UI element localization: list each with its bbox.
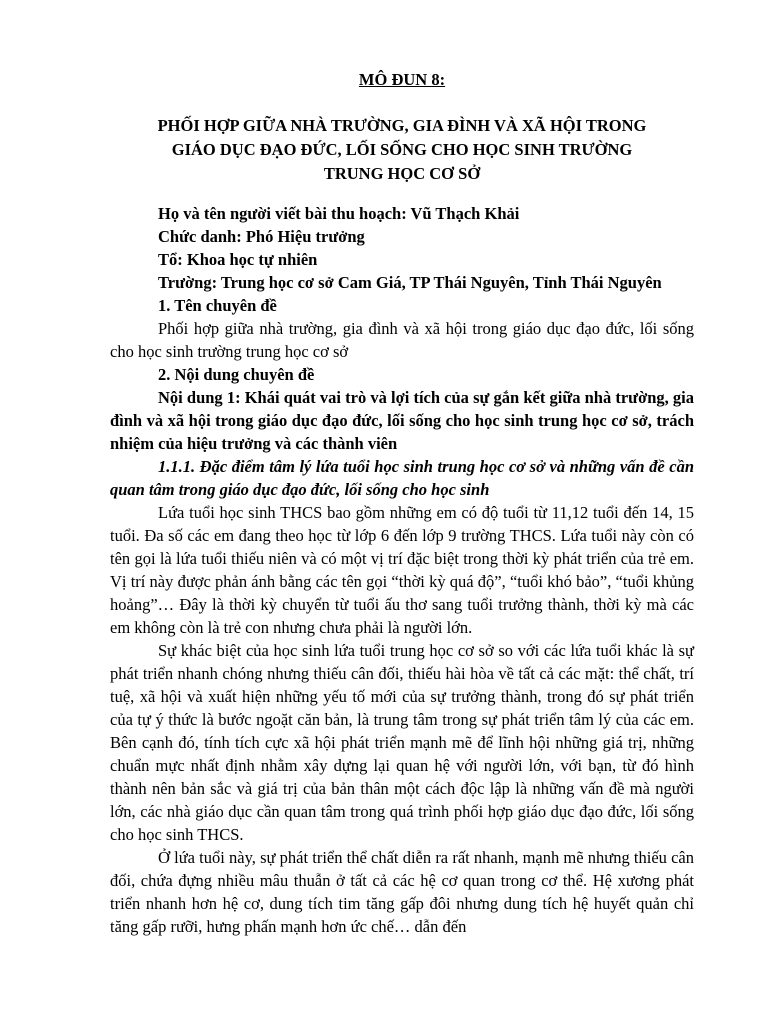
document-page bbox=[110, 68, 694, 938]
content1-heading: Nội dung 1: Khái quát vai trò và lợi tích của sự gắn kết giữa nhà trường, gia đình và xã hội trong giáo dục đạo đức, lối sống cho học sinh trung học cơ sở, trách nhiệm của hiệu trưởng và các thành viên bbox=[110, 388, 694, 453]
body-paragraph-1: Lứa tuổi học sinh THCS bao gồm những em có độ tuổi từ 11,12 tuổi đến 14, 15 tuổi. Đa số các em đang theo học từ lớp 6 đến lớp 9 trường THCS. Lứa tuổi này còn có tên gọi là lứa tuổi thiếu niên và có một vị trí đặc biệt trong thời kỳ phát triển của trẻ em. Vị trí này được phản ánh bằng các tên gọi “thời kỳ quá độ”, “tuổi khó bảo”, “tuổi khủng hoảng”… Đây là thời kỳ chuyển từ tuổi ấu thơ sang tuổi trưởng thành, thời kỳ mà các em không còn là trẻ con nhưng chưa phải là người lớn. bbox=[110, 503, 694, 637]
body-paragraph-3: Ở lứa tuổi này, sự phát triển thể chất diễn ra rất nhanh, mạnh mẽ nhưng thiếu cân đối, chứa đựng nhiều mâu thuẫn ở tất cả các hệ cơ quan trong cơ thể. Hệ xương phát triển nhanh hơn hệ cơ, dung tích tim tăng gấp đôi nhưng dung tích hệ huyết quản chỉ tăng gấp rưỡi, hưng phấn mạnh hơn ức chế… dẫn đến bbox=[110, 848, 694, 936]
author-school-line: Trường: Trung học cơ sở Cam Giá, TP Thái Nguyên, Tỉnh Thái Nguyên bbox=[158, 273, 662, 292]
author-position-line: Chức danh: Phó Hiệu trưởng bbox=[158, 227, 365, 246]
body-paragraph-2: Sự khác biệt của học sinh lứa tuổi trung học cơ sở so với các lứa tuổi khác là sự phát triển nhanh chóng nhưng thiếu cân đối, thiếu hài hòa về tất cả các mặt: thể chất, trí tuệ, xã hội và xuất hiện những yếu tố mới của sự trưởng thành, trong đó sự phát triển của tự ý thức là bước ngoặt căn bản, là trung tâm trong sự phát triển tâm lý của các em. Bên cạnh đó, tính tích cực xã hội phát triển mạnh mẽ để lĩnh hội những giá trị, những chuẩn mực nhất định nhằm xây dựng lại quan hệ với người lớn, với bạn, từ đó hình thành nên bản sắc và giá trị của bản thân một cách độc lập là những vấn đề mà người lớn, các nhà giáo dục cần quan tâm trong quá trình phối hợp giáo dục đạo đức, lối sống cho học sinh THCS. bbox=[110, 641, 694, 844]
module-heading: MÔ ĐUN 8: bbox=[358, 70, 446, 89]
title-line-3: TRUNG HỌC CƠ SỞ bbox=[323, 164, 481, 183]
author-name-line: Họ và tên người viết bài thu hoạch: Vũ Thạch Khải bbox=[158, 204, 520, 223]
author-info bbox=[110, 202, 694, 294]
section1-text: Phối hợp giữa nhà trường, gia đình và xã hội trong giáo dục đạo đức, lối sống cho học sinh trường trung học cơ sở bbox=[110, 319, 694, 361]
title-line-1: PHỐI HỢP GIỮA NHÀ TRƯỜNG, GIA ĐÌNH VÀ XÃ HỘI TRONG bbox=[157, 116, 647, 135]
author-group-line: Tổ: Khoa học tự nhiên bbox=[158, 250, 318, 269]
title-line-2: GIÁO DỤC ĐẠO ĐỨC, LỐI SỐNG CHO HỌC SINH TRƯỜNG bbox=[171, 140, 633, 159]
section1-heading: 1. Tên chuyên đề bbox=[158, 296, 277, 315]
section2-heading: 2. Nội dung chuyên đề bbox=[158, 365, 315, 384]
document-title bbox=[110, 114, 694, 186]
document-body bbox=[110, 294, 694, 938]
subsection-heading: 1.1.1. Đặc điểm tâm lý lứa tuổi học sinh trung học cơ sở và những vấn đề cần quan tâm trong giáo dục đạo đức, lối sống cho học sinh bbox=[110, 457, 694, 499]
